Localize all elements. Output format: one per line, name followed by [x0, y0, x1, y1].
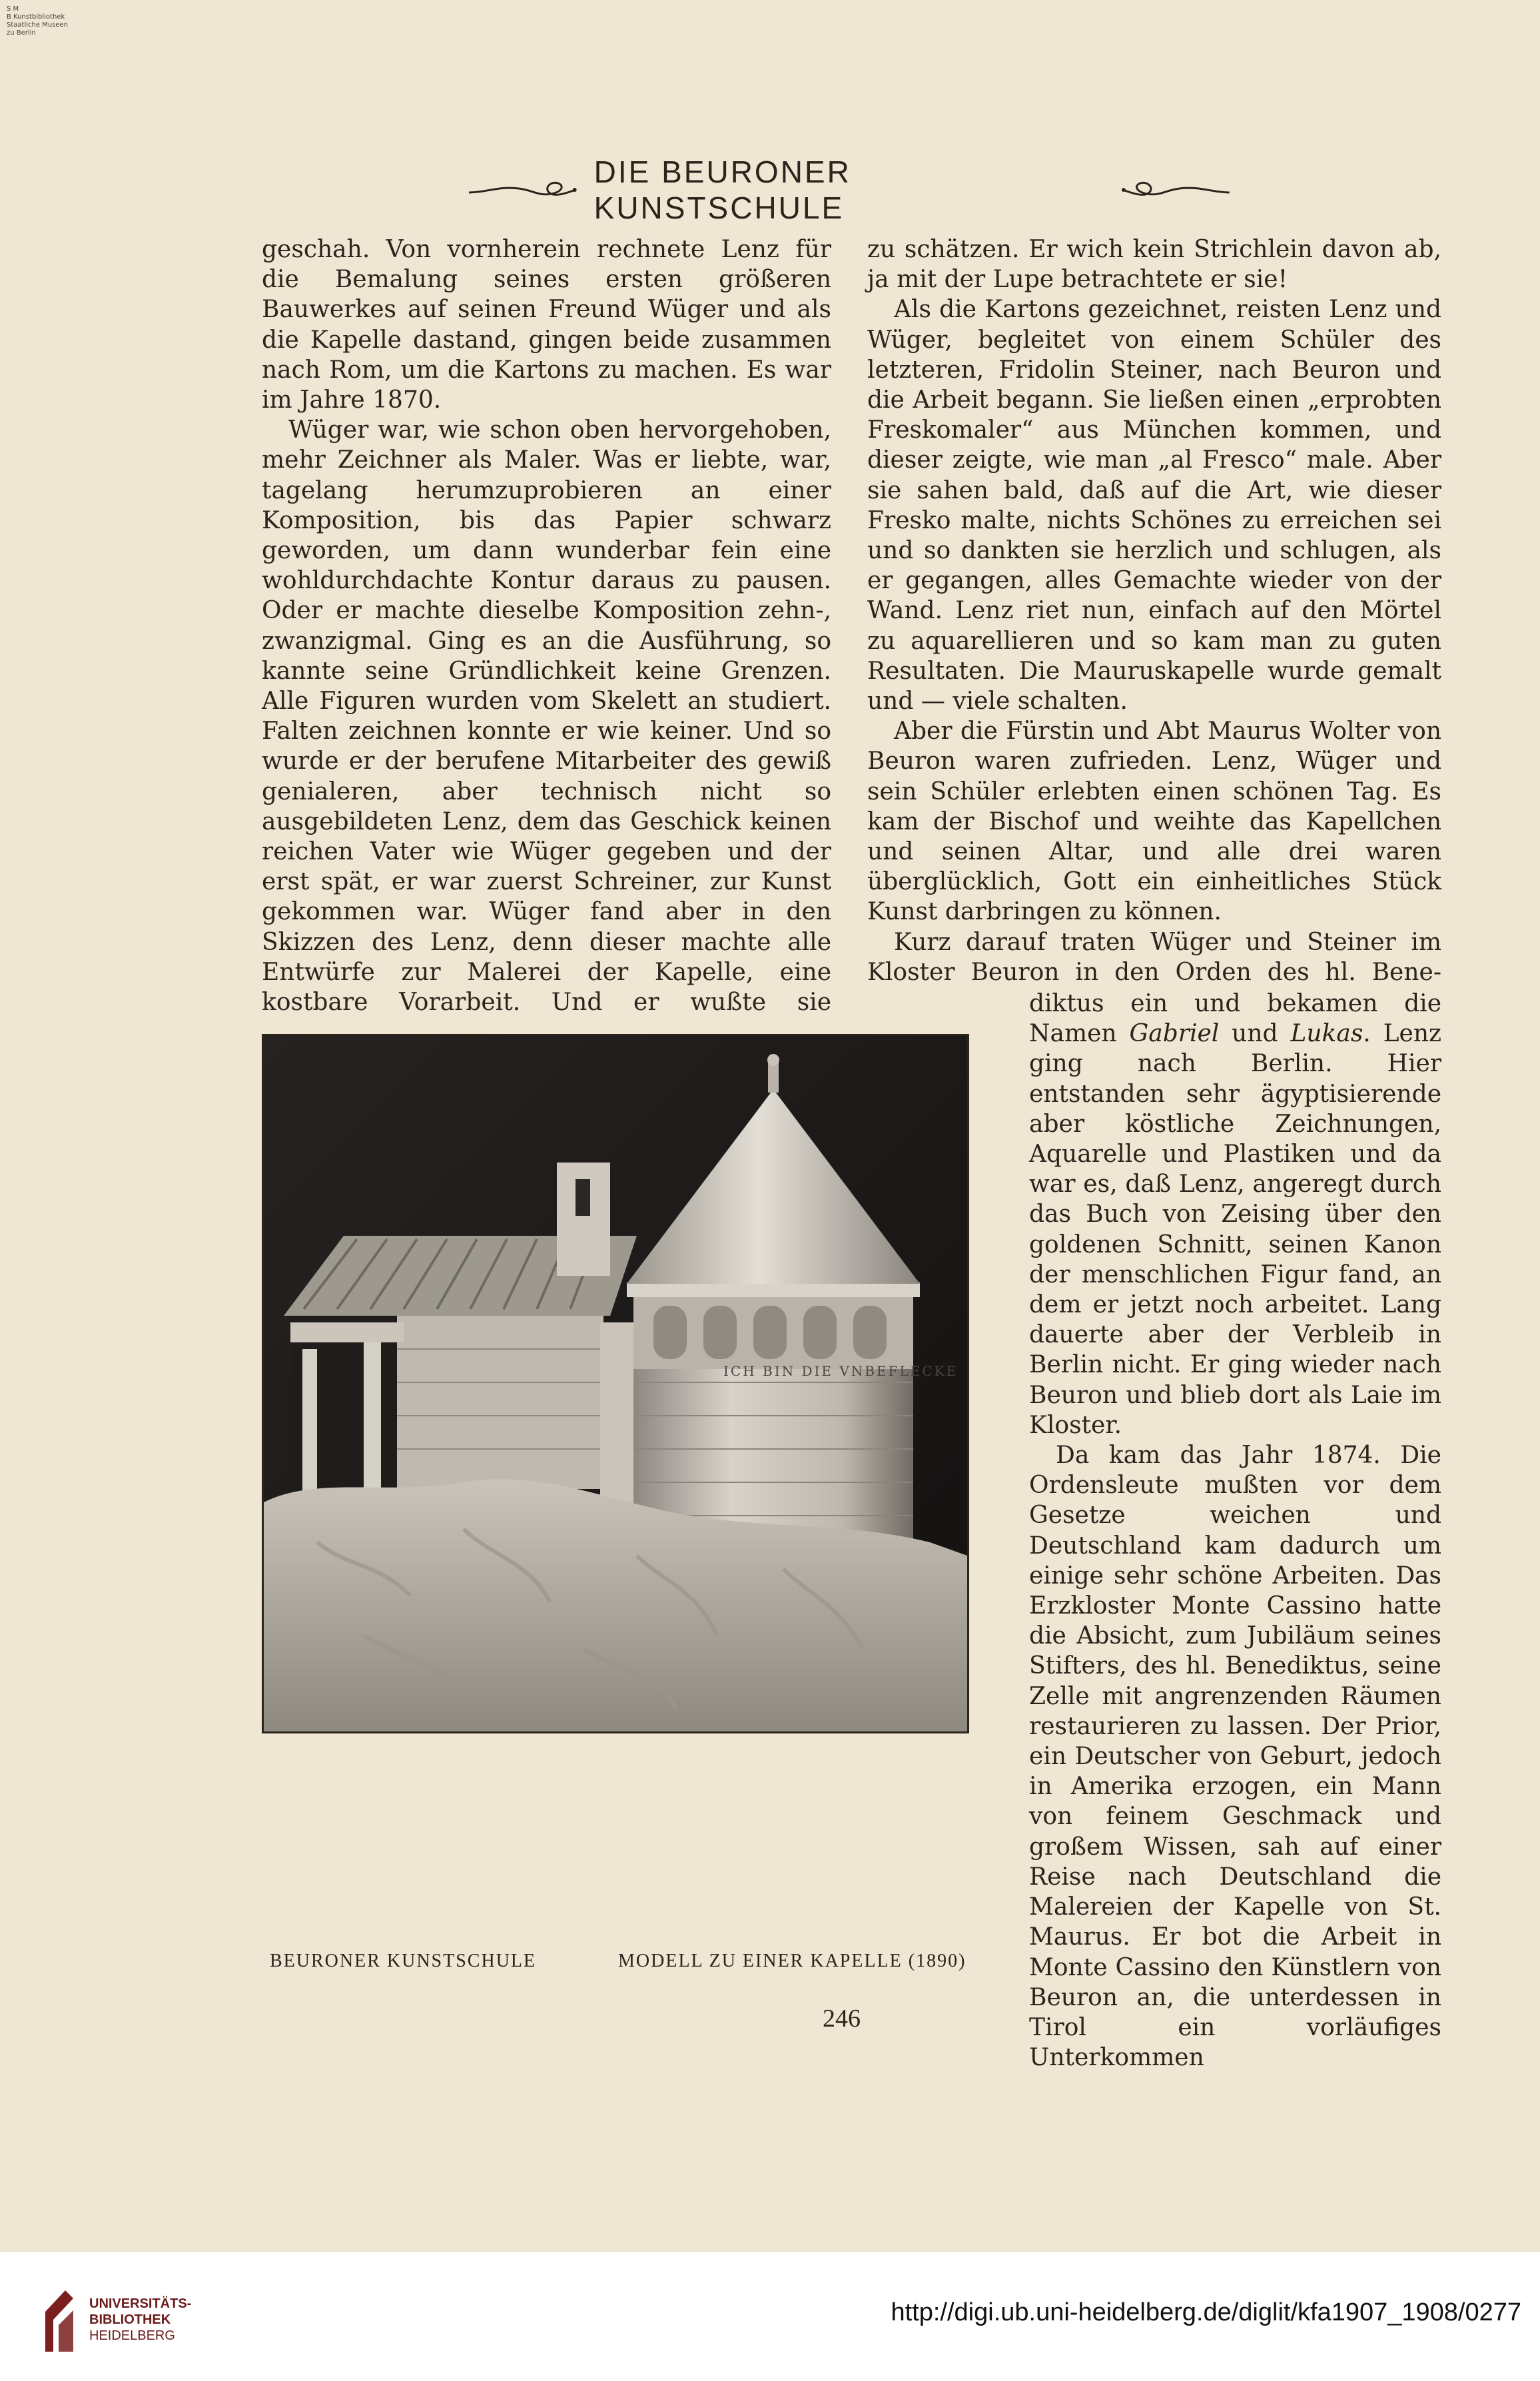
library-stamp — [7, 5, 68, 37]
stamp-line: B Kunstbibliothek — [7, 13, 65, 21]
left-column — [262, 235, 831, 1017]
caption-right: MODELL ZU EINER KAPELLE (1890) — [618, 1951, 966, 1971]
paragraph: Da kam das Jahr 1874. Die Ordensleute mußten vor dem Gesetze weichen und Deutschland kam dadurch um einige sehr schöne Arbeiten. Das Erzkloster Monte Cassino hatte die Absicht, zum Jubiläum seines Stifters, des hl. Benediktus, seine Zelle mit angrenzenden Räumen restaurieren zu lassen. Der Prior, ein Deutscher von Geburt, jedoch in Amerika erzogen, ein Mann von feinem Geschmack und großem Wissen, sah auf einer Reise nach Deutschland die Malereien der Kapelle von St. Maurus. Er bot die Arbeit in Monte Cassino den Künstlern von Beuron an, die unterdessen in Tirol ein vorläufiges Unterkommen — [1029, 1442, 1441, 2072]
stamp-line: Staatliche Museen — [7, 21, 68, 29]
paragraph: Wüger war, wie schon oben hervorgehoben, mehr Zeichner als Maler. Was er liebte, war, tagelang herumzuprobieren an einer Komposition, bis das Papier schwarz geworden, um dann wunderbar fein eine wohldurchdachte Kontur daraus zu pausen. Oder er machte dieselbe Komposition zehn-, zwanzigmal. Ging es an die Ausführung, so kannte seine Gründlichkeit keine Grenzen. Alle Figuren wurden vom Skelett an studiert. Falten zeichnen konnte er wie keiner. Und so wurde er der berufene Mitarbeiter des gewiß genialeren, aber technisch nicht so ausgebildeten Lenz, dem das Geschick keinen reichen Vater wie Wüger gegeben und der erst spät, er war zuerst Schreiner, zur Kunst gekommen war. Wüger fand aber in den Skizzen des Lenz, denn dieser machte alle Entwürfe zur Malerei der Kapelle, eine kostbare Vorarbeit. Und er wußte sie — [262, 416, 831, 1017]
right-column-top — [867, 235, 1441, 987]
paragraph: geschah. Von vornherein rechnete Lenz für die Bemalung seines ersten größeren Bauwerkes auf seinen Freund Wüger und als die Kapelle dastand, gingen beide zusammen nach Rom, um die Kartons zu machen. Es war im Jahre 1870. — [262, 236, 831, 414]
library-logo — [39, 2285, 191, 2354]
chapel-model-photo — [262, 1034, 969, 1733]
caption-left: BEURONER KUNSTSCHULE — [270, 1951, 537, 1971]
text-run: . Lenz ging nach Berlin. Hier entstanden sehr ägyptisierende aber köstliche Zeichnungen, Aquarelle und Plastiken und da war es, daß Lenz, angeregt durch das Buch von Zeising über den goldenen Schnitt, seinen Kanon der menschlichen Figur fand, an dem er jetzt noch arbeitet. Lang dauerte aber der Verbleib in Berlin nicht. Er ging wieder nach Beuron und blieb dort als Laie im Kloster. — [1029, 1020, 1441, 1439]
name-lukas: Lukas — [1290, 1020, 1363, 1048]
page-number: 246 — [823, 2005, 861, 2033]
paragraph: zu schätzen. Er wich kein Strichlein davon ab, ja mit der Lupe betrachtete er sie! — [867, 236, 1441, 294]
right-column-narrow — [1029, 989, 1441, 2073]
paragraph: Kurz darauf traten Wüger und Steiner im Kloster Beuron in den Orden des hl. Bene- — [867, 928, 1441, 986]
ornament-right-icon — [1120, 177, 1232, 203]
text-run: und — [1219, 1020, 1291, 1048]
paragraph — [1029, 989, 1441, 1440]
source-url-link[interactable]: http://digi.ub.uni-heidelberg.de/diglit/kfa1907_1908/0277 — [891, 2298, 1521, 2326]
paragraph: Als die Kartons gezeichnet, reisten Lenz und Wüger, begleitet von einem Schüler des letzteren, Fridolin Steiner, nach Beuron und die Arbeit begann. Sie ließen einen „erprobten Freskomaler“ aus München kommen, und dieser zeigte, wie man „al Fresco“ male. Aber sie sahen bald, daß auf die Art, wie dieser Fresko malte, nichts Schönes zu erreichen sei und so dankten sie herzlich und schlugen, als er gegangen, alles Gemachte wieder von der Wand. Lenz riet nun, einfach auf den Mörtel zu aquarellieren und so kam man zu guten Resultaten. Die Mauruskapelle wurde gemalt und — viele schalten. — [867, 296, 1441, 715]
text-run: diktus ein und bekamen die Namen — [1029, 990, 1441, 1048]
ornament-left-icon — [466, 177, 578, 203]
stamp-line: zu Berlin — [7, 29, 36, 37]
logo-line: BIBLIOTHEK — [89, 2312, 171, 2327]
paragraph: Aber die Fürstin und Abt Maurus Wolter von Beuron waren zufrieden. Lenz, Wüger und sein Schüler erlebten einen schönen Tag. Es kam der Bischof und weihte das Kapellchen und seinen Altar, und alle drei waren überglücklich, Gott ein einheitliches Stück Kunst darbringen zu können. — [867, 717, 1441, 926]
photo-inscription: ICH BIN DIE VNBEFLECKE — [723, 1363, 959, 1379]
running-header — [466, 155, 1232, 225]
stamp-line: S M — [7, 5, 19, 13]
page-header-title: DIE BEURONER KUNSTSCHULE — [593, 155, 851, 225]
university-library-logo-icon — [39, 2285, 79, 2354]
name-gabriel: Gabriel — [1129, 1020, 1220, 1048]
logo-line: UNIVERSITÄTS- — [89, 2296, 192, 2311]
logo-line: HEIDELBERG — [89, 2328, 175, 2343]
